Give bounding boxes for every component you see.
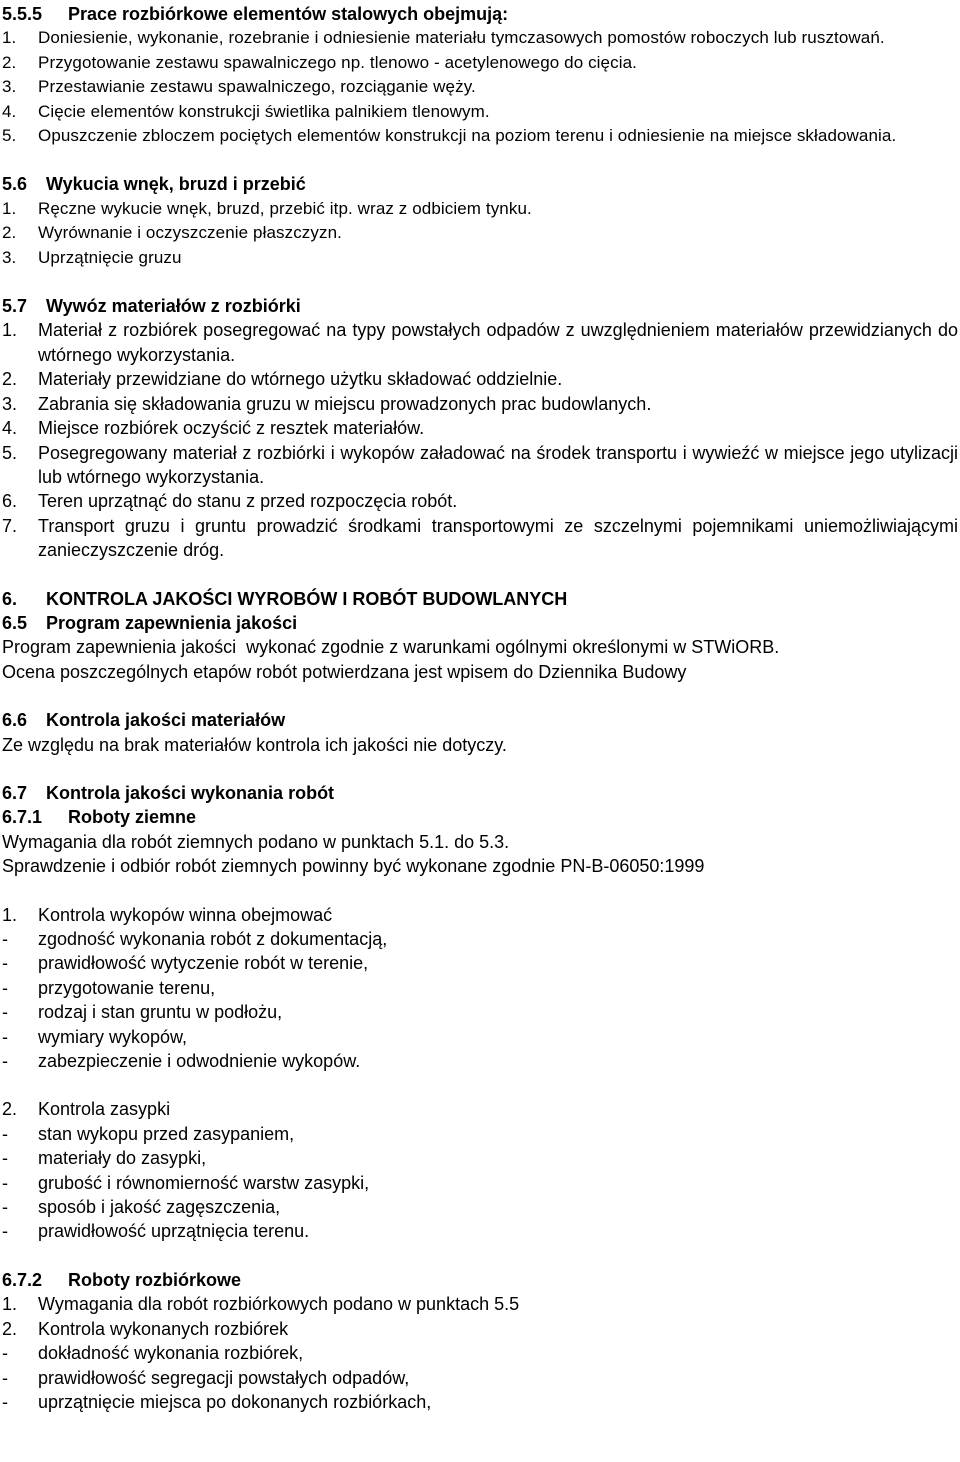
list-item: 3. Przestawianie zestawu spawalniczego, rozciąganie węży.	[2, 77, 476, 97]
list-item: 1. Materiał z rozbiórek posegregować na typy powstałych odpadów z uwzględnieniem materiałów przewidzianych do wtórnego wykorzystania.	[2, 320, 958, 365]
list-item: 3. Zabrania się składowania gruzu w miejscu prowadzonych prac budowlanych.	[2, 393, 652, 414]
paragraph: Sprawdzenie i odbiór robót ziemnych powinny być wykonane zgodnie PN-B-06050:1999	[2, 856, 705, 877]
checklist-excavations	[2, 903, 958, 1074]
section-number: 6.7	[2, 782, 28, 803]
dash-item: - prawidłowość wytyczenie robót w terenie,	[2, 953, 369, 974]
section-number: 6.6	[2, 710, 28, 731]
dash-item: - materiały do zasypki,	[2, 1148, 207, 1169]
list-item: 6. Teren uprzątnąć do stanu z przed rozpoczęcia robót.	[2, 491, 458, 512]
paragraph: Program zapewnienia jakości wykonać zgodnie z warunkami ogólnymi określonymi w STWiORB.	[2, 637, 780, 658]
dash-item: - dokładność wykonania rozbiórek,	[2, 1343, 304, 1364]
section-5-7-heading	[2, 294, 958, 318]
section-title: Kontrola jakości materiałów	[46, 710, 286, 731]
section-number: 5.7	[2, 296, 28, 317]
dash-item: - wymiary wykopów,	[2, 1026, 188, 1047]
list-item: 2. Kontrola zasypki	[2, 1099, 171, 1120]
list-item: 4. Miejsce rozbiórek oczyścić z resztek materiałów.	[2, 418, 425, 439]
list-item: 4. Cięcie elementów konstrukcji świetlika palnikiem tlenowym.	[2, 101, 490, 121]
section-6-7-2-list	[2, 1292, 958, 1414]
document-page	[2, 2, 958, 1414]
section-number: 6.7.2	[2, 1269, 43, 1290]
section-6-heading	[2, 587, 958, 611]
section-5-6-list	[2, 197, 958, 270]
section-number: 6.7.1	[2, 807, 43, 828]
section-6-7-1-heading	[2, 805, 958, 829]
section-6-6-heading	[2, 708, 958, 732]
dash-item: - rodzaj i stan gruntu w podłożu,	[2, 1002, 283, 1023]
checklist-backfill	[2, 1097, 958, 1243]
dash-item: - sposób i jakość zagęszczenia,	[2, 1197, 281, 1218]
list-item: 1. Kontrola wykopów winna obejmować	[2, 904, 333, 925]
section-title: Roboty ziemne	[68, 807, 197, 828]
section-5-5-5-heading	[2, 2, 958, 26]
section-title: Kontrola jakości wykonania robót	[46, 782, 335, 803]
paragraph: Ze względu na brak materiałów kontrola ich jakości nie dotyczy.	[2, 734, 507, 755]
section-number: 5.5.5	[2, 4, 43, 24]
section-5-7-list	[2, 318, 958, 562]
list-item: 5. Posegregowany materiał z rozbiórki i wykopów załadować na środek transportu i wywieźć w miejsce jego utylizacji lub wtórnego wykorzystania.	[2, 442, 958, 487]
list-item: 2. Materiały przewidziane do wtórnego użytku składować oddzielnie.	[2, 369, 563, 390]
dash-item: - prawidłowość uprzątnięcia terenu.	[2, 1221, 310, 1242]
section-6-5-heading	[2, 611, 958, 635]
section-6-7-heading	[2, 781, 958, 805]
list-item: 1. Ręczne wykucie wnęk, bruzd, przebić itp. wraz z odbiciem tynku.	[2, 198, 532, 218]
list-item: 5. Opuszczenie zbloczem pociętych elementów konstrukcji na poziom terenu i odniesienie na miejsce składowania.	[2, 126, 897, 146]
section-number: 5.6	[2, 174, 28, 195]
dash-item: - zgodność wykonania robót z dokumentacją,	[2, 929, 388, 949]
list-item: 7. Transport gruzu i gruntu prowadzić środkami transportowymi ze szczelnymi pojemnikami uniemożliwiającymi zanieczyszczenie dróg.	[2, 515, 958, 561]
section-number: 6.5	[2, 612, 28, 633]
section-5-5-5-list	[2, 26, 958, 148]
paragraph: Ocena poszczególnych etapów robót potwierdzana jest wpisem do Dziennika Budowy	[2, 661, 687, 682]
section-title: KONTROLA JAKOŚCI WYROBÓW I ROBÓT BUDOWLANYCH	[46, 588, 568, 609]
section-number: 6.	[2, 588, 18, 609]
list-item: 1. Wymagania dla robót rozbiórkowych podano w punktach 5.5	[2, 1294, 520, 1315]
dash-item: - uprzątnięcie miejsca po dokonanych rozbiórkach,	[2, 1391, 432, 1412]
section-title: Roboty rozbiórkowe	[68, 1269, 242, 1290]
list-item: 3. Uprzątnięcie gruzu	[2, 247, 182, 267]
list-item: 2. Przygotowanie zestawu spawalniczego np. tlenowo - acetylenowego do cięcia.	[2, 52, 637, 72]
section-title: Wykucia wnęk, bruzd i przebić	[46, 174, 306, 195]
section-title: Program zapewnienia jakości	[46, 612, 298, 633]
dash-item: - stan wykopu przed zasypaniem,	[2, 1123, 295, 1144]
section-title: Prace rozbiórkowe elementów stalowych obejmują:	[68, 4, 509, 24]
section-5-6-heading	[2, 172, 958, 196]
list-item: 2. Wyrównanie i oczyszczenie płaszczyzn.	[2, 223, 342, 243]
dash-item: - grubość i równomierność warstw zasypki,	[2, 1172, 370, 1193]
list-item: 1. Doniesienie, wykonanie, rozebranie i odniesienie materiału tymczasowych pomostów roboczych lub rusztowań.	[2, 28, 885, 48]
paragraph: Wymagania dla robót ziemnych podano w punktach 5.1. do 5.3.	[2, 831, 510, 852]
dash-item: - prawidłowość segregacji powstałych odpadów,	[2, 1367, 410, 1388]
section-title: Wywóz materiałów z rozbiórki	[46, 296, 301, 317]
section-6-7-2-heading	[2, 1268, 958, 1292]
dash-item: - zabezpieczenie i odwodnienie wykopów.	[2, 1051, 361, 1072]
list-item: 2. Kontrola wykonanych rozbiórek	[2, 1318, 289, 1339]
dash-item: - przygotowanie terenu,	[2, 977, 216, 998]
